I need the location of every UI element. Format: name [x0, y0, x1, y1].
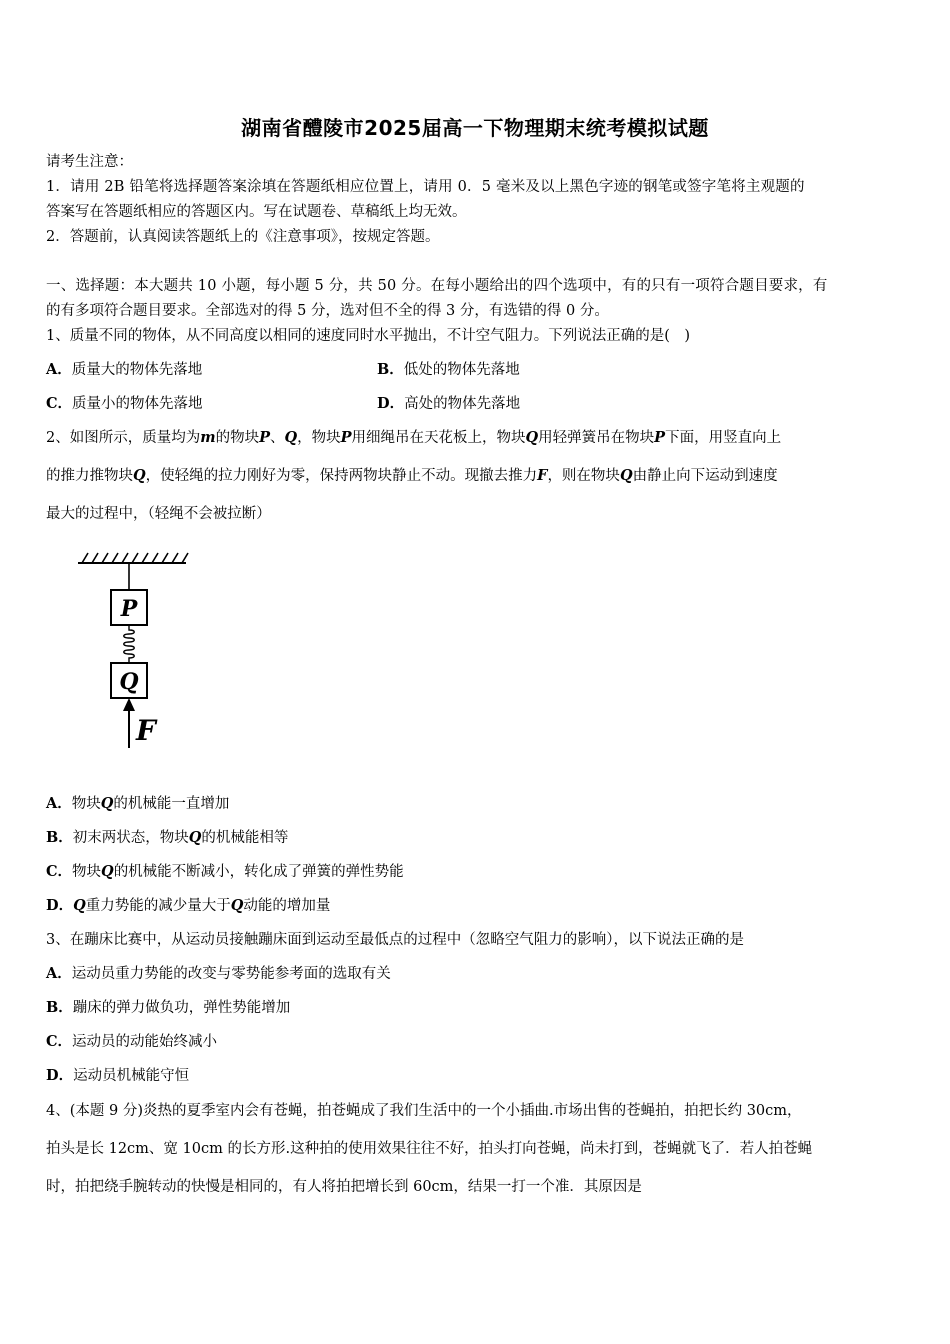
- var-p: P: [340, 429, 352, 446]
- q4-stem-line-2: 拍头是长 12cm、宽 10cm 的长方形.这种拍的使用效果往往不好，拍头打向苍蝇，尚未打到，苍蝇就飞了．若人拍苍蝇: [46, 1141, 813, 1157]
- option-text: 初末两状态，物块: [72, 830, 189, 846]
- var-q: Q: [73, 897, 86, 914]
- q2-text: 的物块: [215, 430, 260, 446]
- force-label: F: [136, 714, 156, 747]
- q3-stem: 3、在蹦床比赛中，从运动员接触蹦床面到运动至最低点的过程中（忽略空气阻力的影响），以下说法正确的是: [46, 932, 744, 948]
- option-label: B．: [46, 999, 73, 1016]
- option-label: B．: [46, 829, 73, 846]
- option-text: 运动员重力势能的改变与零势能参考面的选取有关: [71, 966, 391, 982]
- option-text: 的机械能不断减小，转化成了弹簧的弹性势能: [113, 864, 404, 880]
- option-label: C．: [46, 863, 73, 880]
- exam-title: 湖南省醴陵市2025届高一下物理期末统考模拟试题: [241, 116, 709, 140]
- option-text: 物块: [72, 864, 102, 880]
- q2-text: 的推力推物块: [46, 468, 133, 484]
- section-header: 一、选择题：本大题共 10 小题，每小题 5 分，共 50 分。在每小题给出的四个选项中，有的只有一项符合题目要求，有: [46, 278, 828, 294]
- q2-text: 由静止向下运动到速度: [632, 468, 778, 484]
- option-label: A．: [46, 361, 72, 378]
- var-q: Q: [133, 467, 146, 484]
- notice-item-2: 2．答题前，认真阅读答题纸上的《注意事项》，按规定答题。: [46, 229, 440, 245]
- option-text: 低处的物体先落地: [403, 362, 520, 378]
- option-text: 动能的增加量: [243, 898, 331, 914]
- q2-option-d: [46, 896, 330, 916]
- q2-text: 、: [269, 430, 285, 446]
- option-text: 的机械能相等: [201, 830, 289, 846]
- option-label: D．: [377, 395, 405, 412]
- spring: [124, 625, 135, 663]
- var-q: Q: [284, 429, 298, 446]
- q2-option-c: [46, 862, 404, 882]
- q2-text: 用轻弹簧吊在物块: [538, 430, 655, 446]
- q3-option-c: [46, 1032, 217, 1052]
- option-label: D．: [46, 1067, 74, 1084]
- option-label: D．: [46, 897, 74, 914]
- option-label: B．: [377, 361, 404, 378]
- var-q: Q: [100, 795, 114, 812]
- q2-option-b: [46, 828, 288, 848]
- option-label: A．: [46, 965, 72, 982]
- q2-option-a: [46, 794, 229, 814]
- q3-option-a: [46, 964, 391, 984]
- q2-text: ，则在物块: [547, 468, 620, 484]
- notice-heading: 请考生注意：: [46, 154, 133, 170]
- var-m: m: [200, 429, 216, 446]
- arrow-up-icon: [123, 698, 135, 711]
- spring-block-diagram: [70, 548, 200, 758]
- q1-stem: 1、质量不同的物体，从不同高度以相同的速度同时水平抛出，不计空气阻力。下列说法正确的是( ): [46, 328, 691, 344]
- q2-text: ，物块: [297, 430, 341, 446]
- notice-item-1: 1．请用 2B 铅笔将选择题答案涂填在答题纸相应位置上，请用 0．5 毫米及以上黑色字迹的钢笔或签字笔将主观题的: [46, 179, 805, 195]
- var-q: Q: [230, 897, 244, 914]
- notice-item-1-cont: 答案写在答题纸相应的答题区内。写在试题卷、草稿纸上均无效。: [46, 204, 467, 220]
- var-q: Q: [619, 467, 633, 484]
- option-label: C．: [46, 1033, 73, 1050]
- option-text: 运动员机械能守恒: [73, 1068, 190, 1084]
- var-q: Q: [188, 829, 202, 846]
- option-text: 的机械能一直增加: [113, 796, 230, 812]
- option-text: 高处的物体先落地: [404, 396, 521, 412]
- q2-text: 用细绳吊在天花板上，物块: [351, 430, 526, 446]
- var-f: F: [537, 467, 548, 484]
- q1-option-c: [46, 394, 203, 414]
- option-text: 蹦床的弹力做负功，弹性势能增加: [72, 1000, 291, 1016]
- section-header-cont: 的有多项符合题目要求。全部选对的得 5 分，选对但不全的得 3 分，有选错的得 0 分。: [46, 303, 609, 319]
- ceiling: [78, 553, 188, 563]
- q3-option-d: [46, 1066, 189, 1086]
- option-text: 物块: [71, 796, 101, 812]
- q2-text: 2、如图所示，质量均为: [46, 430, 201, 446]
- option-label: C．: [46, 395, 73, 412]
- option-text: 重力势能的减少量大于: [85, 898, 231, 914]
- block-p-label: P: [120, 596, 138, 622]
- option-text: 质量小的物体先落地: [72, 396, 203, 412]
- q3-option-b: [46, 998, 290, 1018]
- q2-text: ，使轻绳的拉力刚好为零，保持两物块静止不动。现撤去推力: [145, 468, 538, 484]
- q2-text: 下面，用竖直向上: [665, 430, 782, 446]
- var-p: P: [654, 429, 666, 446]
- q2-stem-line-2: [46, 466, 778, 486]
- var-q: Q: [525, 429, 539, 446]
- var-p: P: [259, 429, 270, 446]
- block-q-label: Q: [119, 669, 139, 695]
- q1-option-d: [377, 394, 520, 414]
- option-text: 质量大的物体先落地: [71, 362, 203, 378]
- var-q: Q: [101, 863, 114, 880]
- q2-stem-line-1: [46, 428, 781, 448]
- q1-option-a: [46, 360, 202, 380]
- option-label: A．: [46, 795, 72, 812]
- q4-stem-line-3: 时，拍把绕手腕转动的快慢是相同的，有人将拍把增长到 60cm，结果一打一个准．其原因是: [46, 1179, 642, 1195]
- q2-stem-line-3: 最大的过程中，（轻绳不会被拉断）: [46, 506, 271, 522]
- q4-stem-line-1: 4、(本题 9 分)炎热的夏季室内会有苍蝇，拍苍蝇成了我们生活中的一个小插曲.市场出售的苍蝇拍，拍把长约 30cm，: [46, 1103, 802, 1119]
- q1-option-b: [377, 360, 520, 380]
- option-text: 运动员的动能始终减小: [72, 1034, 218, 1050]
